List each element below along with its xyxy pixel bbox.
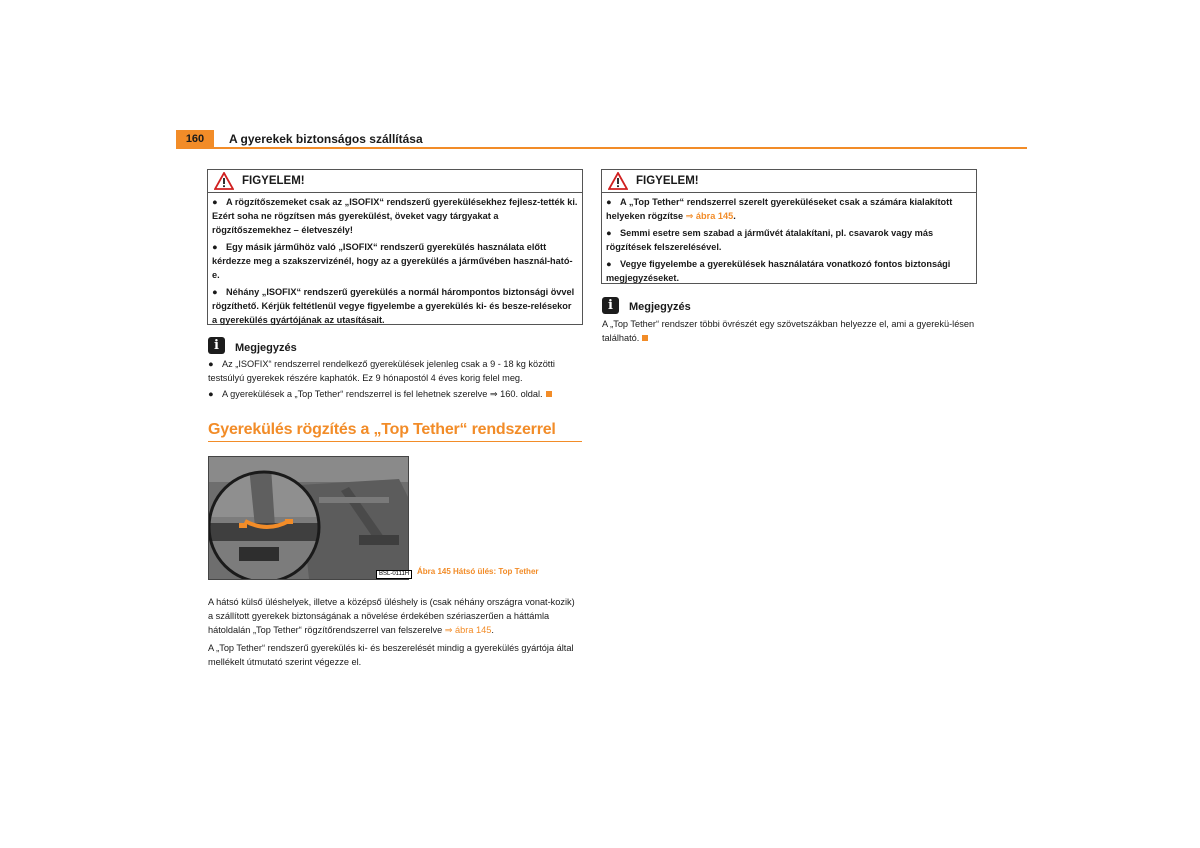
warning-item: ● Egy másik járműhöz való „ISOFIX“ rendszerű gyerekülés használata előtt kérdezze meg a szakszervizénél, hogy az a gyerekülés a járművében használ-ható-e. <box>212 242 573 280</box>
body-paragraph-1: A hátsó külső üléshelyek, illetve a középső üléshely is (csak néhány országra vonat-kozik) a szállított gyerekek biztonságának a növelése érdekében szériaszerűen a háttámla hátoldalán „Top Tether“ rögzítőrendszerrel van felszerelve ⇒ ábra 145. <box>208 597 575 635</box>
end-mark-icon <box>642 335 648 341</box>
warning-box-right <box>601 169 977 284</box>
note-title: Megjegyzés <box>629 301 691 313</box>
warning-header <box>602 170 976 193</box>
body-paragraph-2: A „Top Tether“ rendszerű gyerekülés ki- és beszerelését mindig a gyerekülés gyártója által mellékelt útmutató szerint végezze el. <box>208 643 574 667</box>
warning-item: ● A „Top Tether“ rendszerrel szerelt gyereküléseket csak a számára kialakított helyeken rögzítse ⇒ ábra 145. <box>606 197 953 221</box>
note-body-right: A „Top Tether“ rendszer többi övrészét egy szövetszákban helyezze el, ami a gyerekü-lésen található. <box>602 319 975 343</box>
figure-code: BSL-0111H <box>376 570 412 579</box>
section-title: Gyerekülés rögzítés a „Top Tether“ rendszerrel <box>208 421 556 438</box>
section-underline <box>208 441 582 442</box>
chapter-title: A gyerekek biztonságos szállítása <box>229 132 423 146</box>
warning-body <box>212 195 578 330</box>
warning-item: ● Vegye figyelembe a gyerekülések használatára vonatkozó fontos biztonsági megjegyzéseket. <box>606 259 951 283</box>
note-item: ● Az „ISOFIX“ rendszerrel rendelkező gyerekülések jelenleg csak a 9 - 18 kg közötti testsúlyú gyerekek részére kaphatók. Ez 9 hónapostól 4 éves korig felel meg. <box>208 359 555 383</box>
warning-item: ● Semmi esetre sem szabad a járművét átalakítani, pl. csavarok vagy más rögzítések felszerelésével. <box>606 228 934 252</box>
note-body-left <box>208 357 582 403</box>
page-number: 160 <box>176 130 214 148</box>
warning-triangle-icon <box>608 172 628 190</box>
info-icon: i <box>208 337 225 354</box>
note-item: ● A gyerekülések a „Top Tether“ rendszerrel is fel lehetnek szerelve ⇒ 160. oldal. <box>208 387 582 401</box>
rear-seat-illustration <box>209 457 408 579</box>
warning-body <box>606 195 972 288</box>
info-icon: i <box>602 297 619 314</box>
header-divider <box>176 147 1027 149</box>
warning-title: FIGYELEM! <box>242 175 305 187</box>
warning-title: FIGYELEM! <box>636 175 699 187</box>
warning-triangle-icon <box>214 172 234 190</box>
note-title: Megjegyzés <box>235 342 297 354</box>
warning-box-left <box>207 169 583 325</box>
warning-item: ● A rögzítőszemeket csak az „ISOFIX“ rendszerű gyerekülésekhez fejlesz-tették ki. Ezért soha ne rögzítsen más gyerekülést, öveket vagy tárgyakat a rögzítőszemekhez – életveszély! <box>212 197 578 235</box>
figure-caption: Ábra 145 Hátsó ülés: Top Tether <box>417 567 539 576</box>
warning-header <box>208 170 582 193</box>
figure-reference-link[interactable]: ⇒ ábra 145 <box>444 625 492 635</box>
figure-reference-link[interactable]: ⇒ ábra 145 <box>685 211 734 221</box>
warning-item: ● Néhány „ISOFIX“ rendszerű gyerekülés a normál hárompontos biztonsági övvel rögzíthető. Kérjük feltétlenül vegye figyelembe a gyerekülés ki- és besze-relésekor a gyerekülés gyártójának az utasításait. <box>212 287 575 325</box>
end-mark-icon <box>546 391 552 397</box>
figure-145-image <box>208 456 409 580</box>
